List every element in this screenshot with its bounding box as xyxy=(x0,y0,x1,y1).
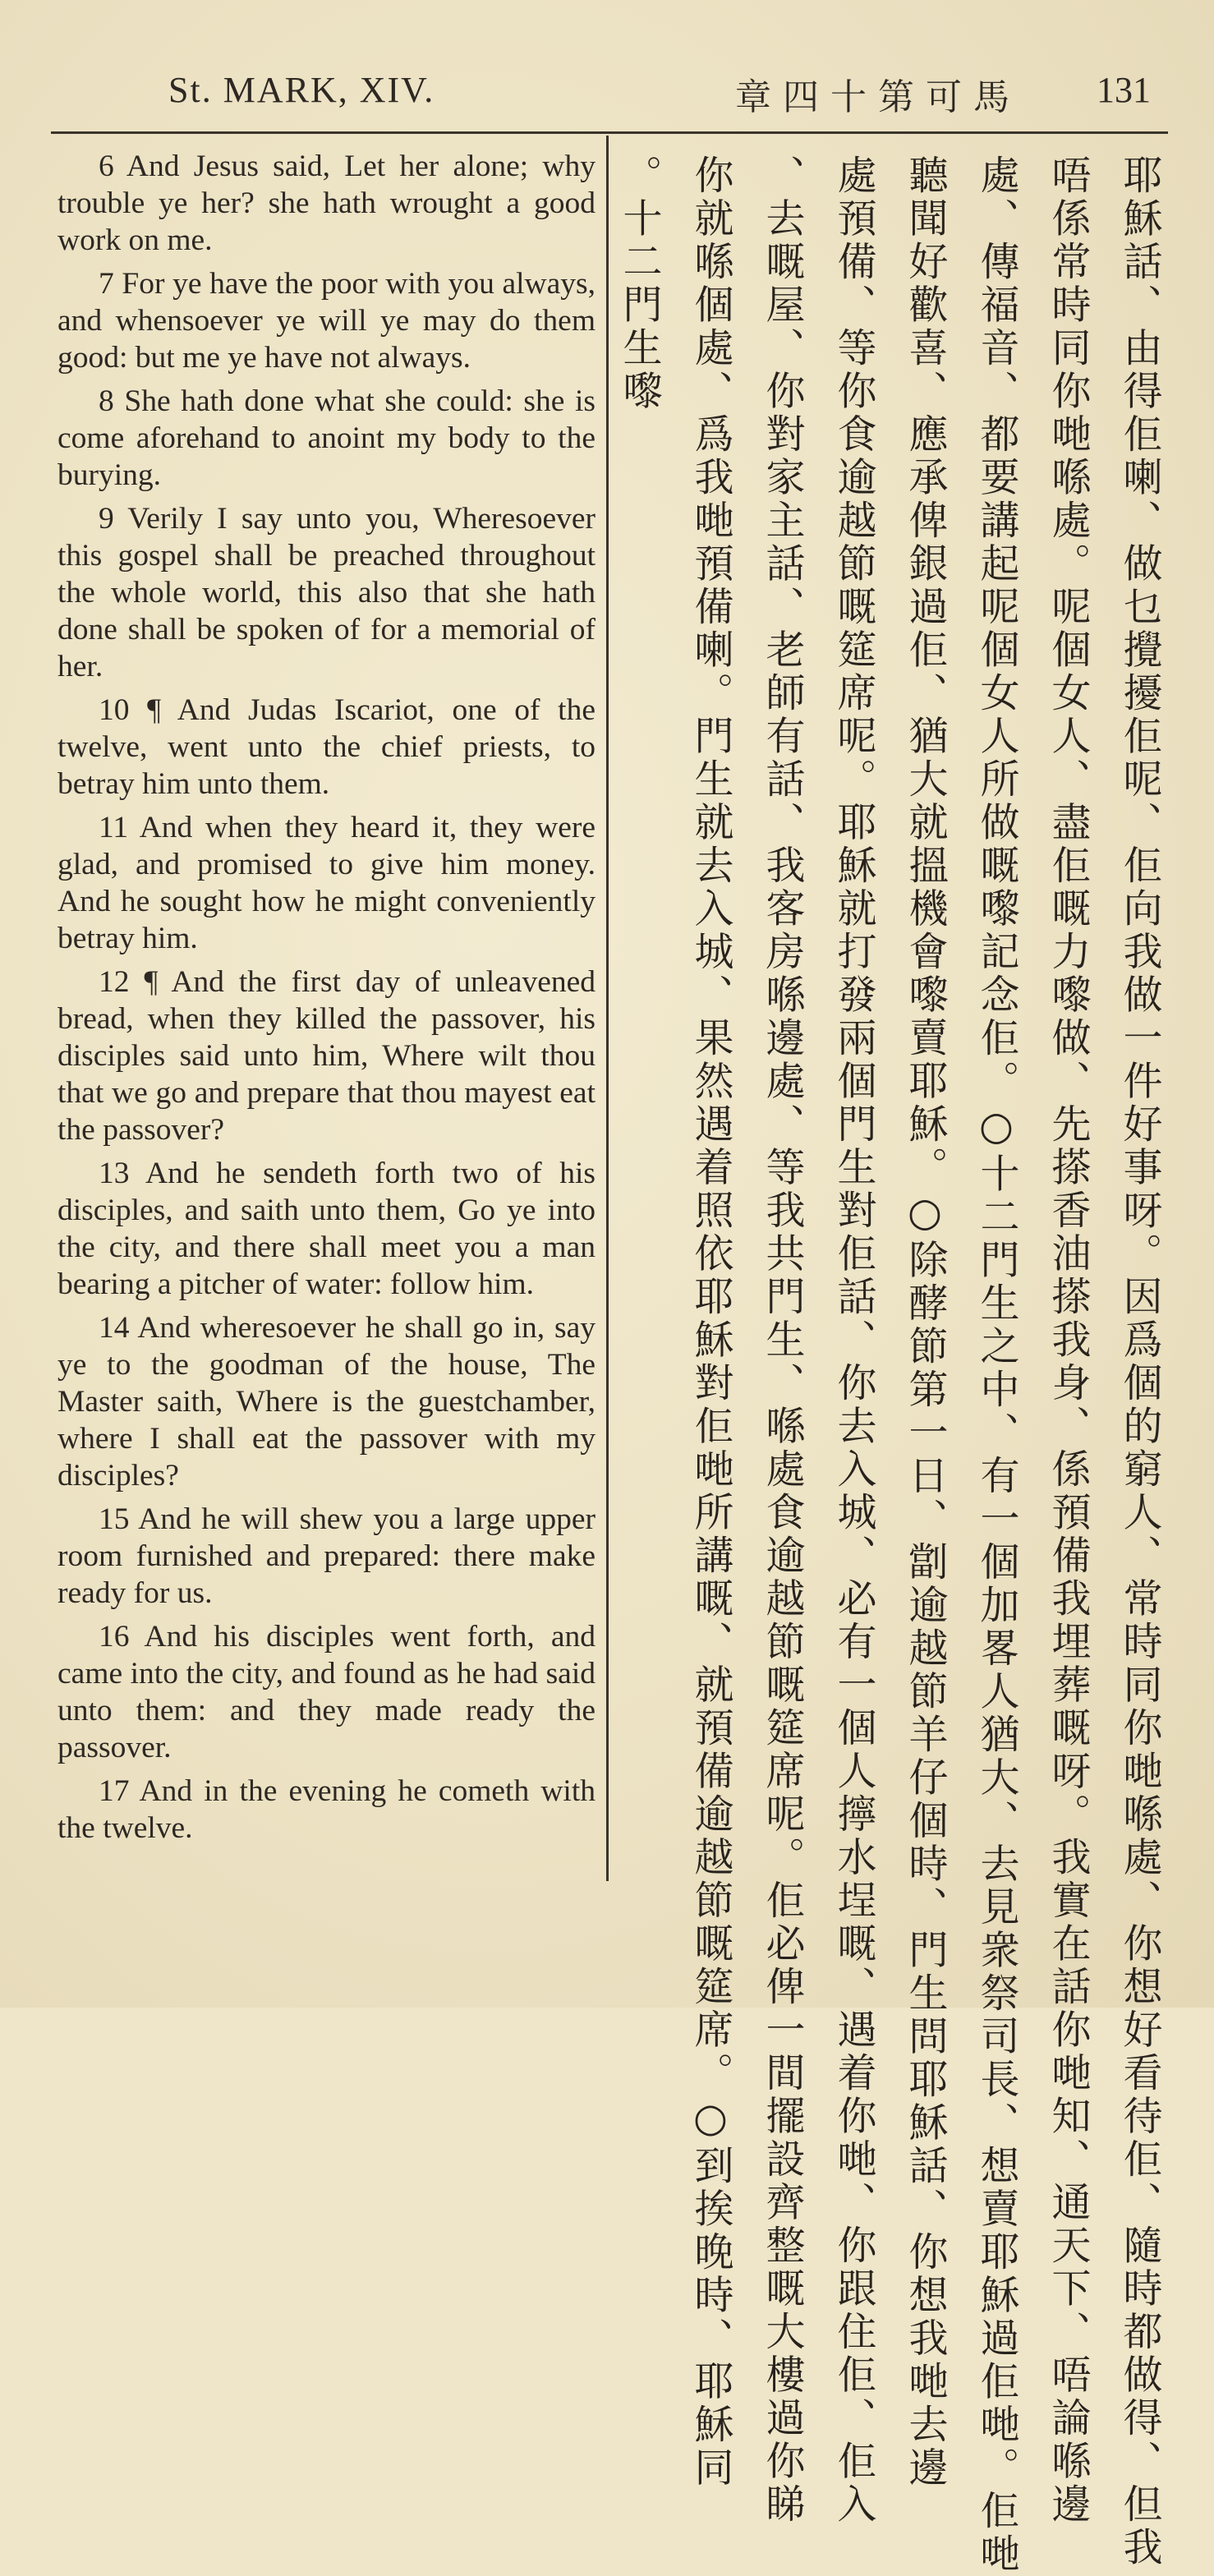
chinese-text-column: 去嘅屋、你對家主話、老師有話、我客房喺邊處、等我共門生、喺處食逾越節嘅筵席呢。佢必俾一間擺設齊整嘅大樓過你睇、 xyxy=(759,154,805,2527)
chinese-text-column: 唔係常時同你哋喺處。呢個女人、盡佢嘅力嚟做、先搽香油搽我身、係預備我埋葬嘅呀。我實在話你哋知、通天下、唔論喺邊 xyxy=(1045,154,1091,2527)
verse-text: And wheresoever he shall go in, say ye to the goodman of the house, The Master saith, Where is the guestchamber, where I shall eat the passover with my disciples? xyxy=(57,1311,596,1493)
verse-number: 8 xyxy=(99,384,114,418)
verse-number: 15 xyxy=(99,1502,130,1536)
page-number: 131 xyxy=(1097,70,1151,110)
chinese-text-column: 十二門生嚟。 xyxy=(616,154,662,413)
header-rule xyxy=(51,131,1168,134)
verse-10 xyxy=(57,692,596,803)
verse-text: She hath done what she could: she is come aforehand to anoint my body to the burying. xyxy=(57,384,596,492)
verse-number: 16 xyxy=(99,1620,130,1654)
verse-text: And in the evening he cometh with the twelve. xyxy=(57,1774,596,1845)
verse-14 xyxy=(57,1309,596,1494)
chinese-text-column: 耶穌話、由得佢喇、做乜攪擾佢呢、佢向我做一件好事呀。因爲個的窮人、常時同你哋喺處、你想好看待佢、隨時都做得、但我 xyxy=(1116,154,1162,2569)
chinese-text-column: 你就喺個處、爲我哋預備喇。門生就去入城、果然遇着照依耶穌對佢哋所講嘅、就預備逾越節嘅筵席。○到挨晚時、耶穌同 xyxy=(687,154,733,2490)
verse-number: 6 xyxy=(99,150,114,183)
verse-15 xyxy=(57,1501,596,1612)
verse-11 xyxy=(57,809,596,957)
verse-number: 10 xyxy=(99,693,130,727)
verse-16 xyxy=(57,1618,596,1766)
verse-text: And he sendeth forth two of his disciples, and saith unto them, Go ye into the city, and there shall meet you a man bearing a pitcher of water: follow him. xyxy=(57,1157,596,1301)
chinese-text-column: 聽聞好歡喜、應承俾銀過佢、猶大就搵機會嚟賣耶穌。○除酵節第一日、劏逾越節羊仔個時、門生問耶穌話、你想我哋去邊 xyxy=(902,154,948,2490)
verse-text: Verily I say unto you, Wheresoever this gospel shall be preached throughout the whole world, this also that she hath done shall be spoken of for a memorial of her. xyxy=(57,502,596,683)
verse-text: ¶ And Judas Iscariot, one of the twelve, went unto the chief priests, to betray him unto them. xyxy=(57,693,596,801)
chinese-text-column: 處、傳福音、都要講起呢個女人所做嘅嚟記念佢。○十二門生之中、有一個加畧人猶大、去見衆祭司長、想賣耶穌過佢哋。佢哋 xyxy=(973,154,1019,2576)
verse-8 xyxy=(57,383,596,494)
verse-text: And his disciples went forth, and came into the city, and found as he had said unto them: and they made ready the passover. xyxy=(57,1620,596,1764)
verse-17 xyxy=(57,1773,596,1847)
verse-number: 14 xyxy=(99,1311,130,1345)
page-header xyxy=(0,64,1214,122)
running-title-english: St. MARK, XIV. xyxy=(168,70,435,110)
verse-text: And when they heard it, they were glad, and promised to give him money. And he sought how he might conveniently betray him. xyxy=(57,811,596,955)
verse-number: 17 xyxy=(99,1774,130,1808)
verse-7 xyxy=(57,265,596,376)
verse-12 xyxy=(57,964,596,1148)
verse-9 xyxy=(57,500,596,685)
verse-text: For ye have the poor with you always, and whensoever ye will ye may do them good: but me ye have not always. xyxy=(57,267,596,375)
verse-6 xyxy=(57,148,596,259)
column-divider xyxy=(606,136,609,1881)
running-title-chinese: 章四十第可馬 xyxy=(735,76,1021,118)
chinese-column xyxy=(616,154,1168,2576)
verse-number: 13 xyxy=(99,1157,130,1190)
verse-number: 12 xyxy=(99,965,130,999)
english-column xyxy=(57,148,596,1853)
verse-text: And Jesus said, Let her alone; why trouble ye her? she hath wrought a good work on me. xyxy=(57,150,596,257)
chinese-text-column: 處預備、等你食逾越節嘅筵席呢。耶穌就打發兩個門生對佢話、你去入城、必有一個人擰水埕嘅、遇着你哋、你跟住佢、佢入 xyxy=(830,154,876,2527)
verse-number: 9 xyxy=(99,502,114,536)
verse-number: 11 xyxy=(99,811,129,844)
verse-13 xyxy=(57,1155,596,1303)
verse-number: 7 xyxy=(99,267,114,301)
verse-text: And he will shew you a large upper room furnished and prepared: there make ready for us. xyxy=(57,1502,596,1610)
verse-text: ¶ And the first day of unleavened bread, when they killed the passover, his disciples said unto him, Where wilt thou that we go and prepare that thou mayest eat the passover? xyxy=(57,965,596,1147)
